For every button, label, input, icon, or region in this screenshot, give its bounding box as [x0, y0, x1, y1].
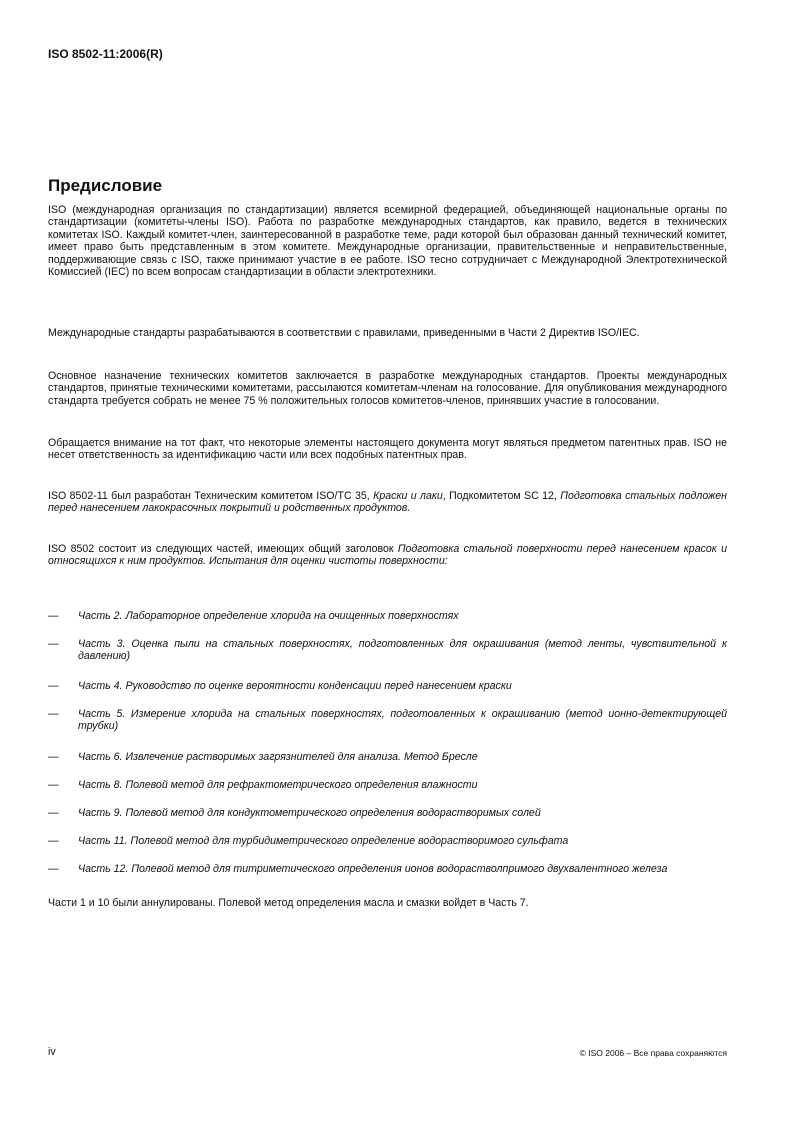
- list-item-text: Часть 8. Полевой метод для рефрактометрического определения влажности: [78, 779, 478, 791]
- dash: —: [48, 835, 59, 847]
- paragraph-parts-intro: [48, 543, 727, 568]
- paragraph-committees: Основное назначение технических комитетов заключается в разработке международных стандартов. Проекты международных стандартов, принятые техническими комитетами, рассылаются комитетам-членам на голосование. Для опубликования международного стандарта требуется собрать не менее 75 % положительных голосов комитетов-членов, принявших участие в голосовании.: [48, 370, 727, 407]
- dash: —: [48, 610, 59, 622]
- text: ISO 8502-11 был разработан Техническим комитетом ISO/TC 35,: [48, 490, 374, 502]
- dash: —: [48, 680, 59, 692]
- page-number: iv: [48, 1046, 56, 1058]
- paragraph-directives: Международные стандарты разрабатываются в соответствии с правилами, приведенными в Части 2 Директив ISO/IEC.: [48, 327, 640, 339]
- dash: —: [48, 751, 59, 763]
- text: , Подкомитетом SC 12,: [442, 490, 561, 502]
- paragraph-patents: Обращается внимание на тот факт, что некоторые элементы настоящего документа могут являться предметом патентных прав. ISO не несет ответственность за идентификацию части или всех подобных патентных прав.: [48, 437, 727, 462]
- dash: —: [48, 863, 59, 875]
- section-title: Предисловие: [48, 176, 163, 195]
- copyright: © ISO 2006 – Все права сохраняются: [579, 1048, 727, 1058]
- dash: —: [48, 708, 59, 720]
- list-item: [48, 835, 727, 847]
- text: ISO 8502 состоит из следующих частей, имеющих общий заголовок: [48, 543, 398, 555]
- list-item-text: Часть 3. Оценка пыли на стальных поверхностях, подготовленных для окрашивания (метод ленты, чувствительной к давлению): [78, 638, 727, 663]
- list-item-text: Часть 2. Лабораторное определение хлорида на очищенных поверхностях: [78, 610, 459, 622]
- dash: —: [48, 779, 59, 791]
- committee-name: Краски и лаки: [373, 490, 443, 502]
- list-item-text: Часть 11. Полевой метод для турбидиметрического определение водорастворимого сульфата: [78, 835, 569, 847]
- paragraph-development: [48, 490, 727, 515]
- general-title: Подготовка стальной поверхности перед нанесением красок и относящихся к ним продуктов. Испытания для оценки чистоты поверхности:: [48, 543, 727, 568]
- list-item: [48, 708, 727, 733]
- subcommittee-name: Подготовка стальных подложен перед нанесением лакокрасочных покрытий и родственных продуктов.: [48, 490, 727, 515]
- list-item-text: Часть 4. Руководство по оценке вероятности конденсации перед нанесением краски: [78, 680, 512, 692]
- list-item: [48, 863, 727, 875]
- list-item-text: Часть 12. Полевой метод для титриметического определения ионов водорастволпримого двухвалентного железа: [78, 863, 668, 875]
- list-item-text: Часть 6. Извлечение растворимых загрязнителей для анализа. Метод Бресле: [78, 751, 478, 763]
- paragraph-annulled: Части 1 и 10 были аннулированы. Полевой метод определения масла и смазки войдет в Часть 7.: [48, 897, 529, 909]
- list-item-text: Часть 5. Измерение хлорида на стальных поверхностях, подготовленных к окрашиванию (метод ионно-детектирующей трубки): [78, 708, 727, 733]
- paragraph-iso-intro: ISO (международная организация по стандартизации) является всемирной федерацией, объединяющей национальные органы по стандартизации (комитеты-члены ISO). Работа по разработке международных стандартов, как правило, ведется в технических комитетах ISO. Каждый комитет-член, заинтересованной в разработке теме, ради которой был образован данный технический комитет, имеет право быть представленным в этом комитете. Международные организации, правительственные и неправительственные, поддерживающие связь с ISO, также принимают участие в ее работе. ISO тесно сотрудничает с Международной Электротехнической Комиссией (IEC) по всем вопросам стандартизации в области электротехники.: [48, 204, 727, 279]
- list-item: [48, 807, 727, 819]
- list-item: [48, 638, 727, 663]
- dash: —: [48, 807, 59, 819]
- list-item: [48, 779, 727, 791]
- list-item: [48, 751, 727, 763]
- list-item-text: Часть 9. Полевой метод для кондуктометрического определения водорастворимых солей: [78, 807, 541, 819]
- list-item: [48, 680, 727, 692]
- dash: —: [48, 638, 59, 650]
- document-id-header: ISO 8502-11:2006(R): [48, 47, 163, 61]
- list-item: [48, 610, 727, 622]
